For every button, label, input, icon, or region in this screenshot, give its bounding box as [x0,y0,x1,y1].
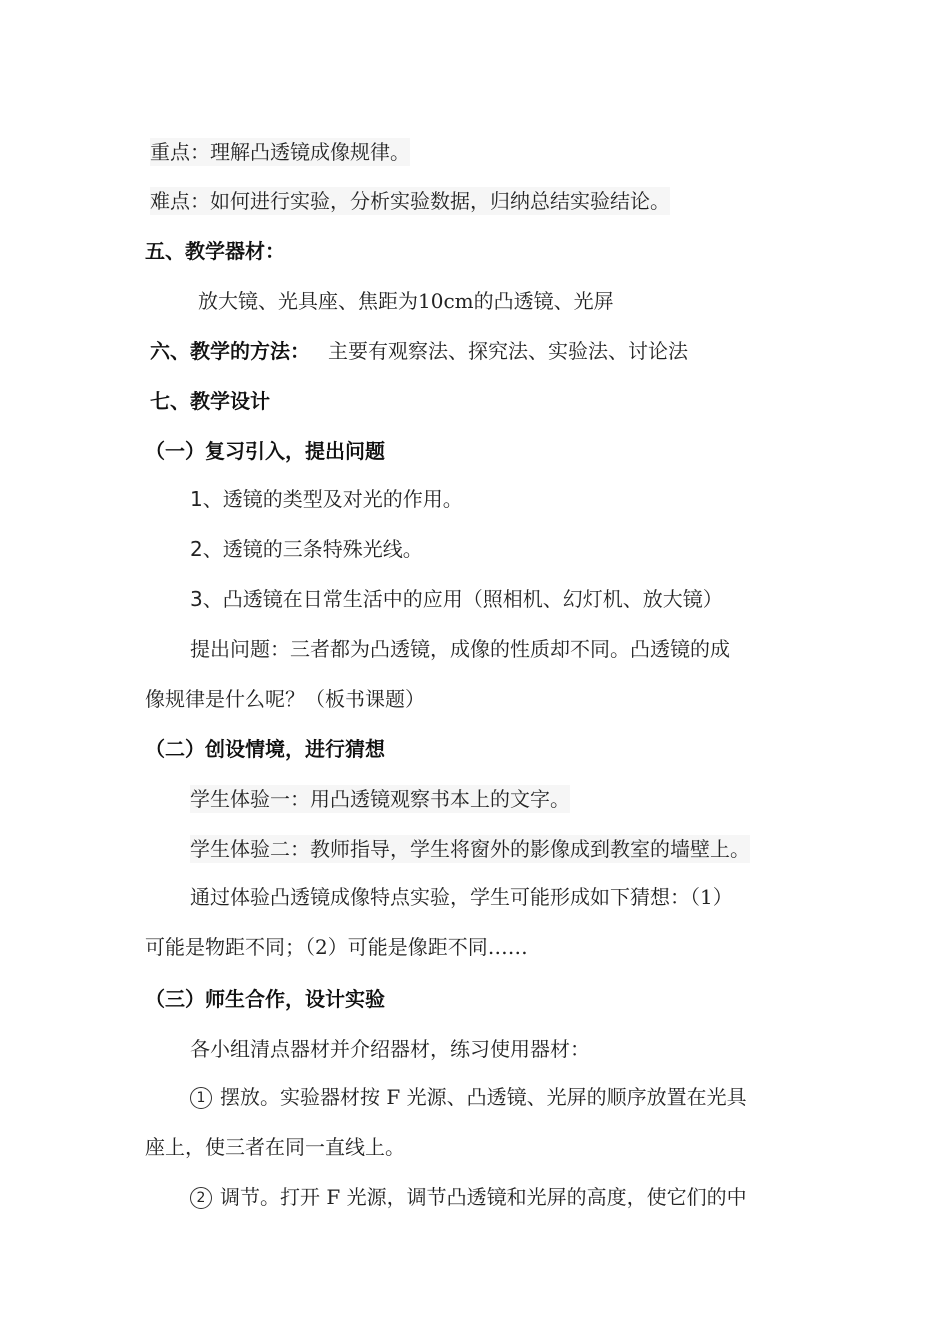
step-adjust-text: 调节。打开 F 光源，调节凸透镜和光屏的高度，使它们的中 [220,1185,747,1209]
materials-list: 放大镜、光具座、焦距为10cm的凸透镜、光屏 [198,289,614,313]
section-heading-design: 七、教学设计 [150,389,270,413]
difficulty-line: 难点：如何进行实验，分析实验数据，归纳总结实验结论。 [150,189,670,213]
methods-line [150,337,688,365]
experience-1: 学生体验一：用凸透镜观察书本上的文字。 [190,787,570,811]
review-item-3: 3、凸透镜在日常生活中的应用（照相机、幻灯机、放大镜） [190,587,723,611]
review-item-2: 2、透镜的三条特殊光线。 [190,537,423,561]
subsection-heading-scenario: （二）创设情境，进行猜想 [145,737,385,761]
materials-check-line: 各小组清点器材并介绍器材，练习使用器材： [190,1037,590,1061]
guess-line-1: 通过体验凸透镜成像特点实验，学生可能形成如下猜想：（1） [190,885,733,909]
guess-line-2: 可能是物距不同；（2）可能是像距不同…… [145,935,528,959]
methods-text: 主要有观察法、探究法、实验法、讨论法 [328,339,688,363]
circled-number-2: 2 [190,1187,212,1209]
step-placement-text: 摆放。实验器材按 F 光源、凸透镜、光屏的顺序放置在光具 [220,1085,747,1109]
review-item-1: 1、透镜的类型及对光的作用。 [190,487,463,511]
section-heading-materials: 五、教学器材： [145,239,285,263]
step-adjust-line [190,1183,747,1211]
subsection-heading-review: （一）复习引入，提出问题 [145,439,385,463]
key-point-line: 重点：理解凸透镜成像规律。 [150,140,410,164]
question-line-1: 提出问题：三者都为凸透镜，成像的性质却不同。凸透镜的成 [190,637,730,661]
question-line-2: 像规律是什么呢？（板书课题） [145,687,425,711]
subsection-heading-cooperation: （三）师生合作，设计实验 [145,987,385,1011]
experience-2: 学生体验二：教师指导，学生将窗外的影像成到教室的墙壁上。 [190,837,750,861]
step-placement-line [190,1083,747,1111]
step-placement-continuation: 座上，使三者在同一直线上。 [145,1135,405,1159]
circled-number-1: 1 [190,1087,212,1109]
section-heading-methods: 六、教学的方法： [150,339,310,363]
